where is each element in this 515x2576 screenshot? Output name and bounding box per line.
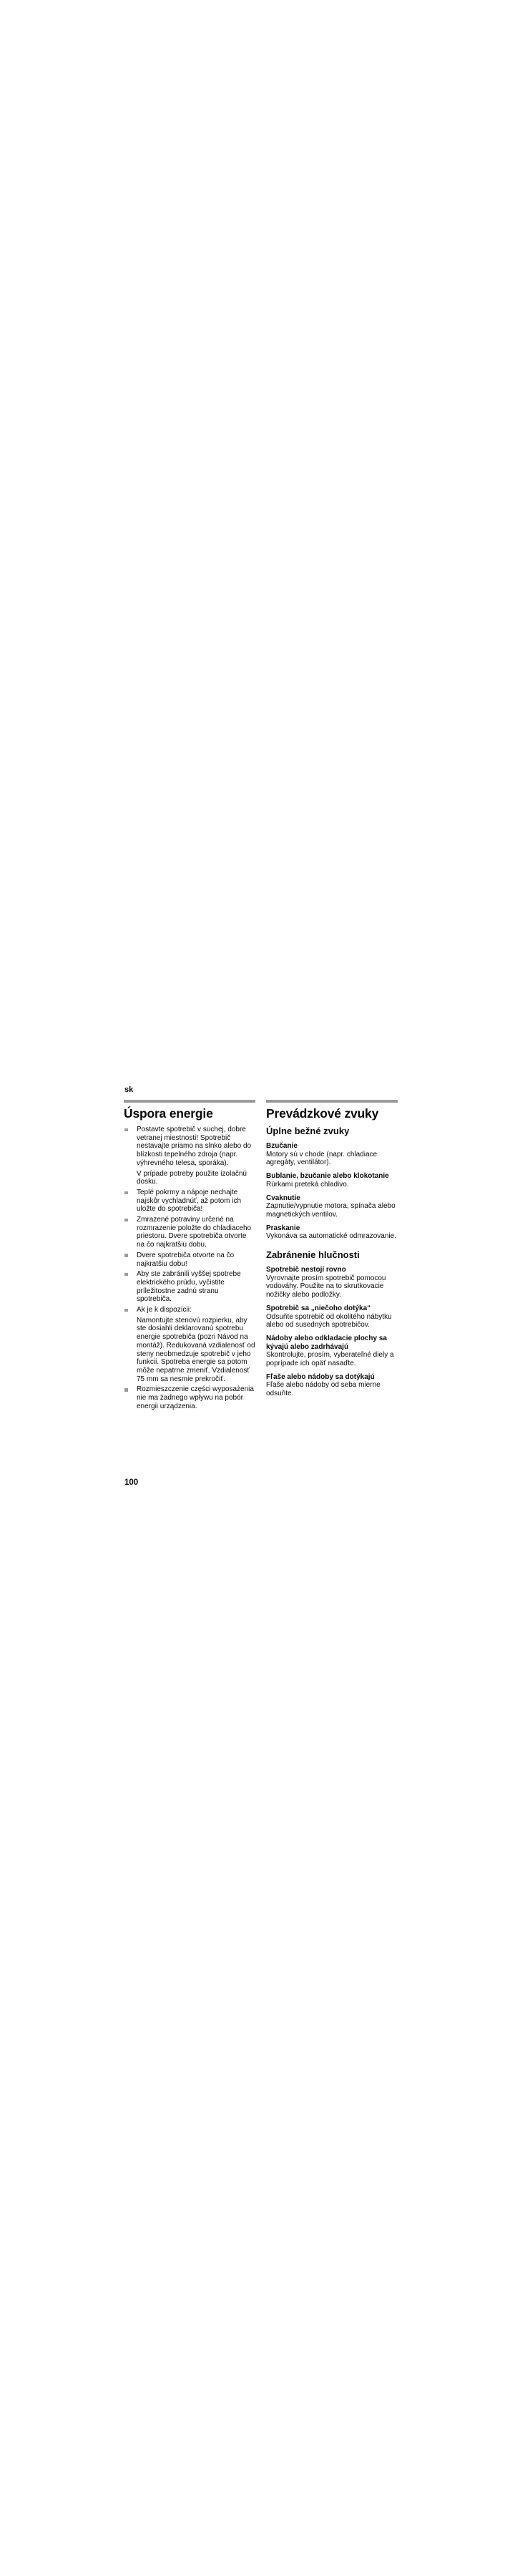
noise-item — [266, 1142, 398, 1167]
language-tag: sk — [124, 1085, 134, 1094]
noise-item — [266, 1172, 398, 1189]
energy-tip-item — [124, 1216, 255, 1249]
bullet-square-icon — [124, 1191, 128, 1195]
operating-noises-heading: Prevádzkové zvuky — [266, 1106, 379, 1121]
noise-item-body: Zapnutie/vypnutie motora, spínača alebo magnetických ventilov. — [266, 1202, 396, 1219]
noise-item — [266, 1304, 398, 1330]
noise-item — [266, 1373, 398, 1398]
bullet-square-icon — [124, 1388, 128, 1392]
noise-item-body: Vykonáva sa automatické odmrazovanie. — [266, 1232, 396, 1241]
noise-item-label: Praskanie — [266, 1224, 300, 1232]
noise-item-body: Skontrolujte, prosím, vyberateľné diely a poprípade ich opäť nasaďte. — [266, 1351, 394, 1368]
noise-item — [266, 1194, 398, 1219]
energy-tip-paragraph: Aby ste zabránili vyššej spotrebe elektrického prúdu, vyčistite príležitostne zadnú stranu spotrebiča. — [137, 1270, 241, 1304]
noise-item-label: Bzučanie — [266, 1142, 298, 1150]
noise-item-label: Bublanie, bzučanie alebo klokotanie — [266, 1172, 389, 1181]
energy-tip-paragraph: Zmrazené potraviny určené na rozmrazenie položte do chladiaceho priestoru. Dvere spotrebiča otvorte na čo najkratšiu dobu. — [137, 1216, 252, 1249]
noise-items — [266, 1266, 398, 1398]
noise-subheading: Úplne bežné zvuky — [266, 1126, 350, 1136]
noise-item-label: Spotrebič nestojí rovno — [266, 1266, 346, 1274]
energy-tip-paragraph: Teplé pokrmy a nápoje nechajte najskôr vychladnúť, až potom ich uložte do spotrebiča! — [137, 1188, 242, 1214]
noise-item-body: Fľaše alebo nádoby od seba mierne odsuňte. — [266, 1381, 381, 1398]
operating-noises-column — [266, 1100, 398, 1403]
energy-tip-text — [137, 1126, 255, 1186]
energy-tip-paragraph: V prípade potreby použite izolačnú dosku. — [137, 1169, 247, 1186]
energy-tip-item — [124, 1270, 255, 1304]
energy-tip-paragraph: Postavte spotrebič v suchej, dobre vetranej miestnosti! Spotrebič nestavajte priamo na slnko alebo do blízkosti tepelného zdroja (napr. výhrevného telesa, sporáka). — [137, 1126, 252, 1167]
noise-section — [266, 1249, 398, 1398]
energy-tip-text — [137, 1216, 255, 1249]
noise-subheading: Zabránenie hlučnosti — [266, 1249, 360, 1261]
noise-item-body: Odsuňte spotrebič od okolitého nábytku alebo od susedných spotrebičov. — [266, 1312, 392, 1330]
energy-tip-item — [124, 1252, 255, 1268]
noise-item-label: Nádoby alebo odkladacie plochy sa kývajú alebo zadrhávajú — [266, 1334, 387, 1351]
energy-tip-item — [124, 1189, 255, 1214]
energy-tip-paragraph: Ak je k dispozícii: — [137, 1306, 192, 1314]
noise-item-label: Spotrebič sa „niečoho dotýka“ — [266, 1304, 371, 1312]
energy-tip-text — [137, 1189, 255, 1214]
energy-tip-text — [137, 1306, 255, 1383]
energy-tip-item — [124, 1385, 255, 1410]
bullet-square-icon — [124, 1219, 128, 1222]
energy-tip-item — [124, 1306, 255, 1383]
noise-items — [266, 1142, 398, 1241]
energy-tip-paragraph: Rozmieszczenie części wyposażenia nie ma żadnego wpływu na pobór energii urządzenia. — [137, 1385, 254, 1410]
noise-item — [266, 1224, 398, 1241]
bullet-square-icon — [124, 1128, 128, 1132]
energy-tip-item — [124, 1126, 255, 1186]
energy-tip-paragraph: Dvere spotrebiča otvorte na čo najkratšiu dobu! — [137, 1251, 235, 1268]
noise-item-label: Fľaše alebo nádoby sa dotýkajú — [266, 1372, 375, 1381]
bullet-square-icon — [124, 1273, 128, 1277]
section-rule — [266, 1100, 398, 1103]
noise-item — [266, 1335, 398, 1368]
energy-saving-heading: Úspora energie — [124, 1106, 213, 1121]
noise-item — [266, 1266, 398, 1299]
noise-item-body: Motory sú v chode (napr. chladiace agregáty, ventilátor). — [266, 1150, 378, 1167]
bullet-square-icon — [124, 1309, 128, 1312]
energy-saving-column — [124, 1100, 255, 1413]
energy-tip-text — [137, 1385, 255, 1410]
noise-sections — [266, 1126, 398, 1398]
noise-item-label: Cvaknutie — [266, 1194, 300, 1202]
energy-tip-text — [137, 1252, 255, 1268]
noise-item-body: Vyrovnajte prosím spotrebič pomocou vodováhy. Použite na to skrutkovacie nožičky alebo podložky. — [266, 1274, 386, 1299]
page-number: 100 — [124, 1478, 139, 1487]
energy-tip-paragraph: Namontujte stenovú rozpierku, aby ste dosiahli deklarovanú spotrebu energie spotrebiča (pozri Návod na montáž). Redukovaná vzdialenosť od steny neobmedzuje spotrebič v jeho funkcii. Spotreba energie sa potom môže nepatrne zmeniť. Vzdialenosť 75 mm sa nesmie prekročiť. — [137, 1316, 255, 1383]
energy-saving-list — [124, 1126, 255, 1411]
noise-item-body: Rúrkami preteká chladivo. — [266, 1180, 349, 1189]
bullet-square-icon — [124, 1254, 128, 1257]
energy-tip-text — [137, 1270, 255, 1304]
noise-section — [266, 1126, 398, 1241]
section-rule — [124, 1100, 255, 1103]
